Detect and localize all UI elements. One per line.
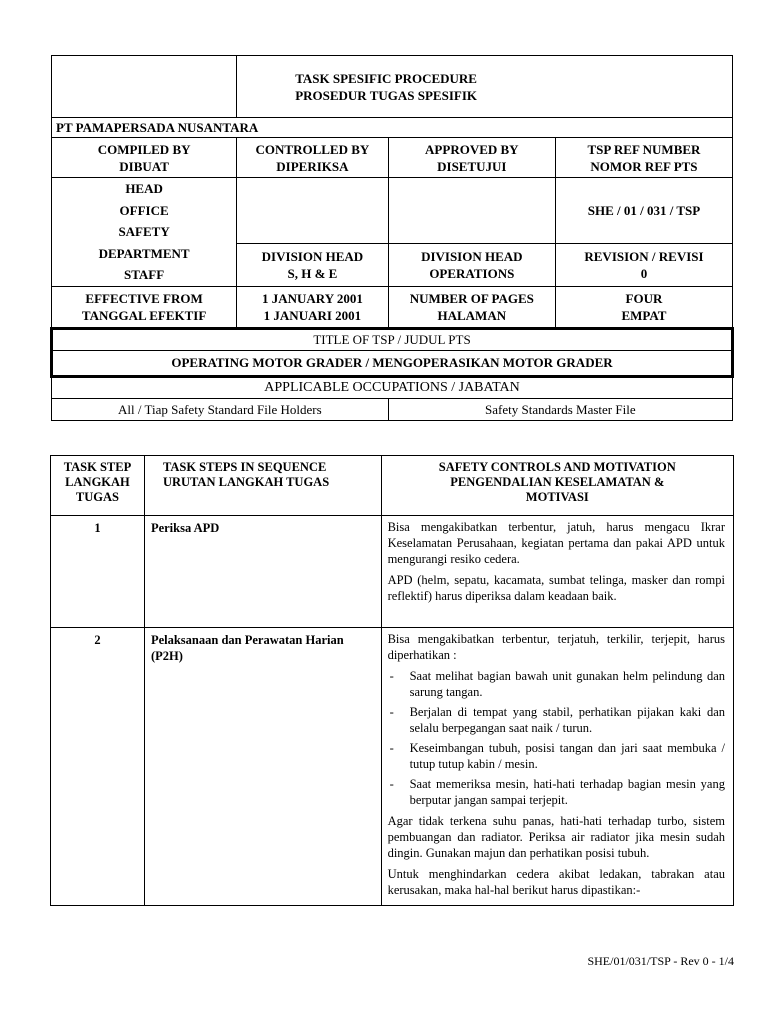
list-item: - Keseimbangan tubuh, posisi tangan dan jari saat membuka / tutup tutup kabin / mesin. bbox=[388, 740, 725, 772]
col-controls-header: SAFETY CONTROLS AND MOTIVATION PENGENDALIAN KESELAMATAN & MOTIVASI bbox=[381, 456, 733, 516]
list-item: - Saat melihat bagian bawah unit gunakan helm pelindung dan sarung tangan. bbox=[388, 668, 725, 700]
occupation-right: Safety Standards Master File bbox=[388, 398, 732, 420]
title-line-2: PROSEDUR TUGAS SPESIFIK bbox=[295, 87, 477, 103]
col-sequence-header: TASK STEPS IN SEQUENCE URUTAN LANGKAH TUGAS bbox=[144, 456, 381, 516]
task-steps-table bbox=[50, 455, 734, 906]
pages-value: FOUR EMPAT bbox=[555, 286, 732, 328]
control-bullet-list bbox=[388, 668, 725, 808]
compiler-name: HEAD OFFICE SAFETY DEPARTMENT STAFF bbox=[52, 178, 237, 287]
tsp-ref-number: SHE / 01 / 031 / TSP bbox=[555, 178, 732, 244]
step-number: 1 bbox=[51, 516, 145, 628]
header-table bbox=[50, 55, 734, 421]
tsp-title: OPERATING MOTOR GRADER / MENGOPERASIKAN MOTOR GRADER bbox=[52, 350, 733, 376]
approver-signature bbox=[388, 178, 555, 244]
col-task-step-header: TASK STEP LANGKAH TUGAS bbox=[51, 456, 145, 516]
page-footer: SHE/01/031/TSP - Rev 0 - 1/4 bbox=[587, 954, 734, 968]
list-item: - Saat memeriksa mesin, hati-hati terhadap bagian mesin yang berputar jangan sampai terjepit. bbox=[388, 776, 725, 808]
effective-label: EFFECTIVE FROM TANGGAL EFEKTIF bbox=[52, 286, 237, 328]
title-line-1: TASK SPESIFIC PROCEDURE bbox=[295, 70, 477, 86]
step-name: Pelaksanaan dan Perawatan Harian (P2H) bbox=[144, 628, 381, 906]
step-name: Periksa APD bbox=[144, 516, 381, 628]
control-paragraph: APD (helm, sepatu, kacamata, sumbat telinga, masker dan rompi reflektif) harus diperiksa dalam keadaan baik. bbox=[387, 573, 725, 603]
revision: REVISION / REVISI 0 bbox=[555, 243, 732, 286]
document-title bbox=[237, 56, 733, 118]
control-paragraph: Untuk menghindarkan cedera akibat ledakan, tabrakan atau kerusakan, maka hal-hal berikut harus dipastikan:- bbox=[387, 867, 725, 897]
occupations-label: APPLICABLE OCCUPATIONS / JABATAN bbox=[52, 376, 733, 398]
effective-date: 1 JANUARY 2001 1 JANUARI 2001 bbox=[237, 286, 388, 328]
compiled-by-label: COMPILED BY DIBUAT bbox=[52, 138, 237, 178]
controller-title: DIVISION HEAD S, H & E bbox=[237, 243, 388, 286]
table-row bbox=[51, 516, 734, 628]
controlled-by-label: CONTROLLED BY DIPERIKSA bbox=[237, 138, 388, 178]
company-name: PT PAMAPERSADA NUSANTARA bbox=[52, 118, 733, 138]
tsp-title-label: TITLE OF TSP / JUDUL PTS bbox=[52, 328, 733, 350]
table-row bbox=[51, 628, 734, 906]
safety-controls bbox=[381, 516, 733, 628]
safety-controls bbox=[381, 628, 733, 906]
pages-label: NUMBER OF PAGES HALAMAN bbox=[388, 286, 555, 328]
logo-area bbox=[52, 56, 237, 118]
tsp-ref-label: TSP REF NUMBER NOMOR REF PTS bbox=[555, 138, 732, 178]
approver-title: DIVISION HEAD OPERATIONS bbox=[388, 243, 555, 286]
approved-by-label: APPROVED BY DISETUJUI bbox=[388, 138, 555, 178]
step-number: 2 bbox=[51, 628, 145, 906]
control-paragraph: Agar tidak terkena suhu panas, hati-hati terhadap turbo, sistem pembuangan dan radiator. Periksa air radiator jika mesin sudah dingin. Gunakan majun dan perhatikan posisi tubuh. bbox=[387, 814, 725, 860]
occupation-left: All / Tiap Safety Standard File Holders bbox=[52, 398, 389, 420]
controller-signature bbox=[237, 178, 388, 244]
list-item: - Berjalan di tempat yang stabil, perhatikan pijakan kaki dan selalu berpegangan saat naik / turun. bbox=[388, 704, 725, 736]
control-paragraph: Bisa mengakibatkan terbentur, terjatuh, terkilir, terjepit, harus diperhatikan : bbox=[387, 632, 725, 662]
control-paragraph: Bisa mengakibatkan terbentur, jatuh, harus mengacu Ikrar Keselamatan Perusahaan, kegiatan pertama dan pakai APD untuk mengurangi resiko cedera. bbox=[387, 520, 725, 566]
